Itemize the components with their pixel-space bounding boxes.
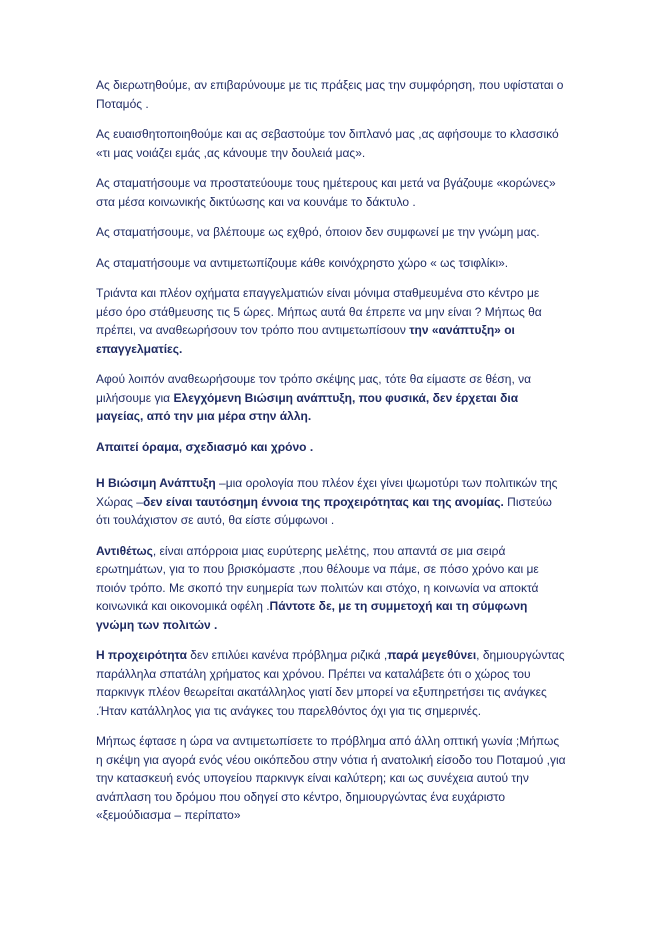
bold-text-run: δεν είναι ταυτόσημη έννοια της προχειρότητας και της ανομίας. [142, 494, 504, 509]
bold-text-run: Η Βιώσιμη Ανάπτυξη [96, 476, 216, 490]
text-run: –μια ορολογία που πλέον έχει γίνει ψωμοτύρι των πολιτικών της Χώρας – [96, 476, 558, 509]
text-run: Τριάντα και πλέον οχήματα επαγγελματιών είναι μόνιμα σταθμευμένα στο κέντρο με μέσο όρο στάθμευσης τις 5 ώρες. Μήπως αυτά θα έπρεπε να μην είναι ? Μήπως θα πρέπει, να αναθεωρήσουν τον τρόπο που αντιμετωπίσουν [96, 286, 542, 337]
text-run: Μήπως έφτασε η ώρα να αντιμετωπίσετε το πρόβλημα από άλλη οπτική γωνία ;Μήπως η σκέψη για αγορά ενός νέου οικόπεδου στην νότια ή ανατολική είσοδο του Ποταμού ,για την κατασκευή ενός υπογείου παρκινγκ είναι καλύτερη; και ως συνέχεια αυτού την ανάπλαση του δρόμου που οδηγεί στο κέντρο, δημιουργώντας ένα ευχάριστο «ξεμούδιασμα – περίπατο» [96, 734, 566, 822]
bold-text-run: την «ανάπτυξη» οι επαγγελματίες. [96, 323, 515, 356]
paragraph [96, 254, 566, 273]
bold-text-run: Η προχειρότητα [96, 648, 187, 662]
text-run: Πιστεύω ότι τουλάχιστον σε αυτό, θα είστε σύμφωνοι . [96, 494, 552, 527]
bold-text-run: Αντιθέτως [96, 543, 153, 558]
paragraph [96, 125, 566, 162]
paragraph [96, 370, 566, 426]
bold-text-run: παρά μεγεθύνει [387, 648, 477, 662]
document-body [96, 76, 566, 837]
paragraph [96, 542, 566, 635]
text-run: Ας διερωτηθούμε, αν επιβαρύνουμε με τις πράξεις μας την συμφόρηση, που υφίσταται ο Ποταμός . [96, 78, 564, 111]
text-run: Ας σταματήσουμε να αντιμετωπίζουμε κάθε κοινόχρηστο χώρο « ως τσιφλίκι». [96, 255, 509, 270]
text-run: Ας σταματήσουμε να προστατεύουμε τους ημέτερους και μετά να βγάζουμε «κορώνες» στα μέσα κοινωνικής δικτύωσης και να κουνάμε το δάκτυλο . [96, 176, 556, 209]
paragraph [96, 646, 566, 720]
paragraph [96, 174, 566, 211]
bold-text-run: Απαιτεί όραμα, σχεδιασμό και χρόνο . [96, 439, 314, 454]
paragraph [96, 732, 566, 825]
text-run: Ας ευαισθητοποιηθούμε και ας σεβαστούμε τον διπλανό μας ,ας αφήσουμε το κλασσικό «τι μας νοιάζει εμάς ,ας κάνουμε την δουλειά μας». [96, 127, 559, 160]
bold-text-run: Πάντοτε δε, με τη συμμετοχή και τη σύμφωνη γνώμη των πολιτών . [96, 599, 528, 632]
bold-text-run: Ελεγχόμενη Βιώσιμη ανάπτυξη, που φυσικά, δεν έρχεται δια μαγείας, από την μια μέρα στην άλλη. [96, 390, 519, 423]
text-run: , δημιουργώντας παράλληλα σπατάλη χρήματος και χρόνου. Πρέπει να καταλάβετε ότι ο χώρος του παρκινγκ πλέον θεωρείται ακατάλληλος γιατί δεν μπορεί να εξυπηρετήσει τις ανάγκες .Ήταν κατάλληλος για τις ανάγκες του παρελθόντος όχι για τις σημερινές. [96, 648, 565, 718]
paragraph [96, 76, 566, 113]
paragraph [96, 223, 566, 242]
text-run: , είναι απόρροια μιας ευρύτερης μελέτης, που απαντά σε μια σειρά ερωτημάτων, για το που βρισκόμαστε ,που θέλουμε να πάμε, σε πόσο χρόνο και με ποιόν τρόπο. Με σκοπό την ευημερία των πολιτών και στόχο, η κοινωνία να αποκτά κοινωνικά και οικονομικά οφέλη . [96, 543, 539, 613]
text-run: Αφού λοιπόν αναθεωρήσουμε τον τρόπο σκέψης μας, τότε θα είμαστε σε θέση, να μιλήσουμε για [96, 372, 532, 405]
paragraph [96, 474, 566, 530]
text-run: δεν επιλύει κανένα πρόβλημα ριζικά , [186, 648, 388, 662]
text-run: Ας σταματήσουμε, να βλέπουμε ως εχθρό, όποιον δεν συμφωνεί με την γνώμη μας. [96, 225, 540, 239]
section-heading [96, 438, 566, 457]
paragraph [96, 284, 566, 358]
